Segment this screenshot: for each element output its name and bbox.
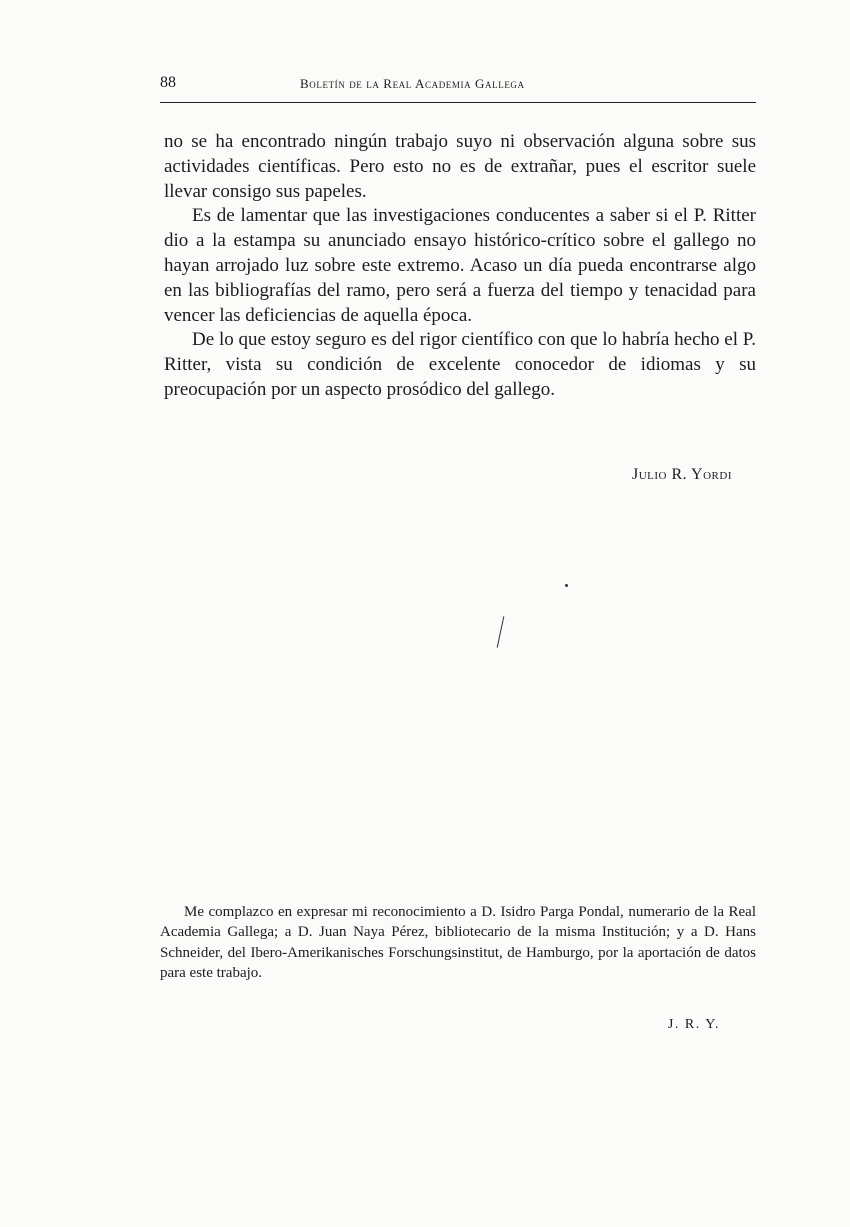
footnote-text: Me complazco en expresar mi reconocimiento a D. Isidro Parga Pondal, numerario de la Real Academia Gallega; a D. Juan Naya Pérez, bibliotecario de la misma Institución; y a D. Hans Schneider, del Ibero-Amerikanisches Forschungsinstitut, de Hamburgo, por la aportación de datos para este trabajo. [160,904,756,982]
paragraph-2: Es de lamentar que las investigaciones conducentes a saber si el P. Ritter dio a la estampa su anunciado ensayo histórico-crítico sobre el gallego no hayan arrojado luz sobre este extremo. Acaso un día pueda encontrarse algo en las bibliografías del ramo, pero será a fuerza del tiempo y tenacidad para vencer las deficiencias de aquella época. [164,205,756,326]
paragraph-1: no se ha encontrado ningún trabajo suyo ni observación alguna sobre sus actividades científicas. Pero esto no es de extrañar, pues el escritor suele llevar consigo sus papeles. [164,131,756,202]
header-rule [160,102,756,103]
page-header [160,74,756,98]
author-signature: Julio R. Yordi [631,466,732,483]
page-number: 88 [160,74,176,91]
stray-mark-dot [565,584,568,587]
body-text [164,130,756,403]
stray-mark-stroke [497,616,505,648]
footnote-initials: J. R. Y. [667,1017,720,1032]
paragraph-3: De lo que estoy seguro es del rigor científico con que lo habría hecho el P. Ritter, vista su condición de excelente conocedor de idiomas y su preocupación por un aspecto prosódico del gallego. [164,329,756,400]
running-title: Boletín de la Real Academia Gallega [300,76,525,91]
footnote [160,902,756,984]
